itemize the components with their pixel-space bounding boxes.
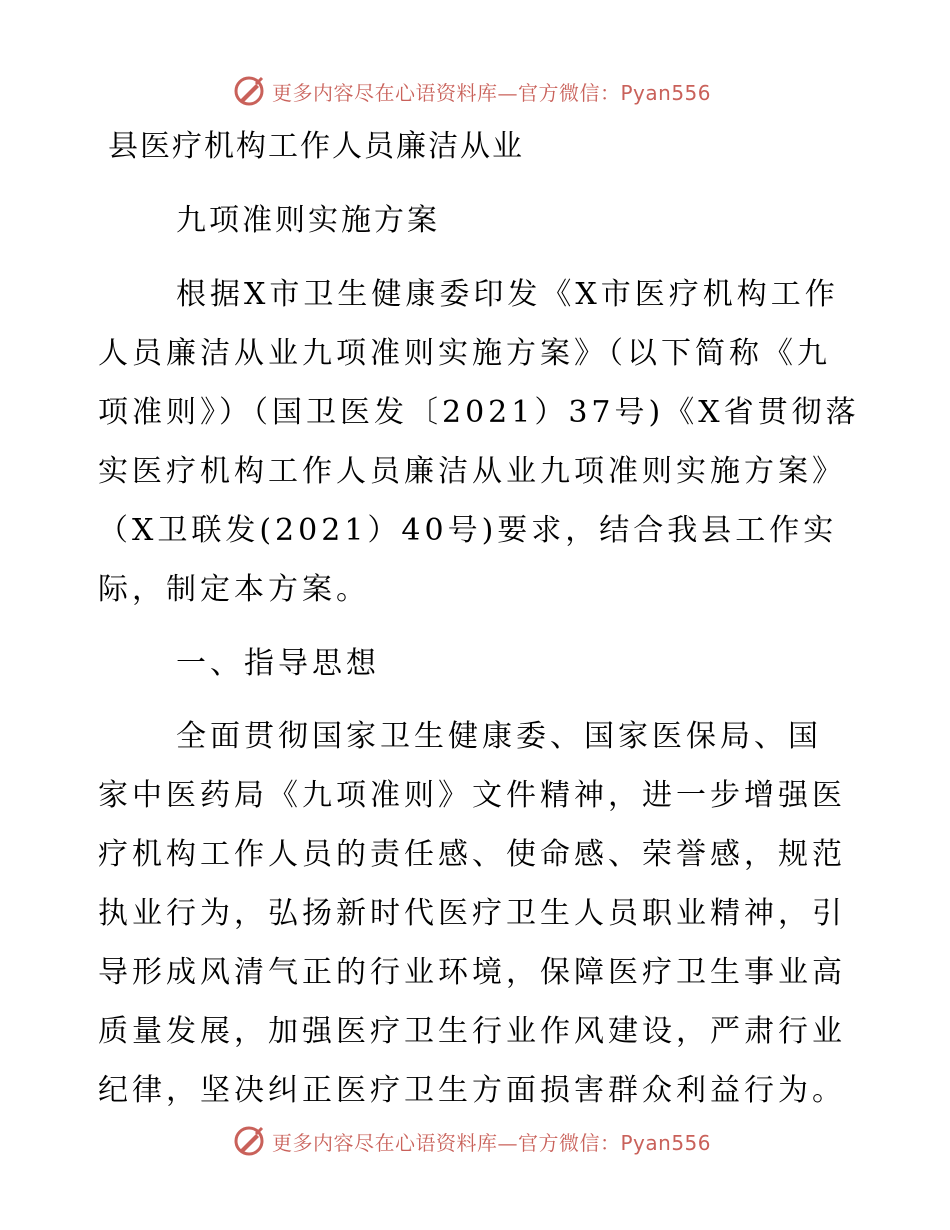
paragraph-1-line: 根据X市卫生健康委印发《X市医疗机构工作 xyxy=(176,277,839,312)
wechat-id: Pyan556 xyxy=(620,80,712,105)
paragraph-2-line: 疗机构工作人员的责任感、使命感、荣誉感，规范 xyxy=(98,837,846,872)
document-title-line-1: 县医疗机构工作人员廉洁从业 xyxy=(108,129,524,164)
paragraph-1-line: 际，制定本方案。 xyxy=(98,572,370,607)
header-watermark-banner xyxy=(232,74,711,108)
brand-logo-icon xyxy=(232,1124,266,1158)
paragraph-2-line: 纪律，坚决纠正医疗卫生方面损害群众利益行为。 xyxy=(98,1073,846,1108)
paragraph-2-line: 全面贯彻国家卫生健康委、国家医保局、国 xyxy=(176,719,822,754)
paragraph-1-line: （X卫联发(2021）40号)要求，结合我县工作实 xyxy=(98,513,838,548)
paragraph-2-line: 导形成风清气正的行业环境，保障医疗卫生事业高 xyxy=(98,955,846,990)
section-heading: 一、指导思想 xyxy=(176,646,380,681)
footer-watermark-banner xyxy=(232,1124,711,1158)
document-title-line-2: 九项准则实施方案 xyxy=(176,203,440,238)
brand-logo-icon xyxy=(232,74,266,108)
paragraph-1-line: 人员廉洁从业九项准则实施方案》（以下简称《九 xyxy=(98,336,831,371)
banner-text: 更多内容尽在心语资料库—官方微信：Pyan556 xyxy=(272,80,712,105)
paragraph-1-line: 项准则》）（国卫医发〔2021）37号)《X省贯彻落 xyxy=(98,395,860,430)
paragraph-1-line: 实医疗机构工作人员廉洁从业九项准则实施方案》 xyxy=(98,454,846,489)
paragraph-2-line: 质量发展，加强医疗卫生行业作风建设，严肃行业 xyxy=(98,1014,846,1049)
banner-text: 更多内容尽在心语资料库—官方微信：Pyan556 xyxy=(272,1130,712,1155)
paragraph-2-line: 家中医药局《九项准则》文件精神，进一步增强医 xyxy=(98,778,846,813)
wechat-id: Pyan556 xyxy=(620,1130,712,1155)
paragraph-2-line: 执业行为，弘扬新时代医疗卫生人员职业精神，引 xyxy=(98,896,846,931)
